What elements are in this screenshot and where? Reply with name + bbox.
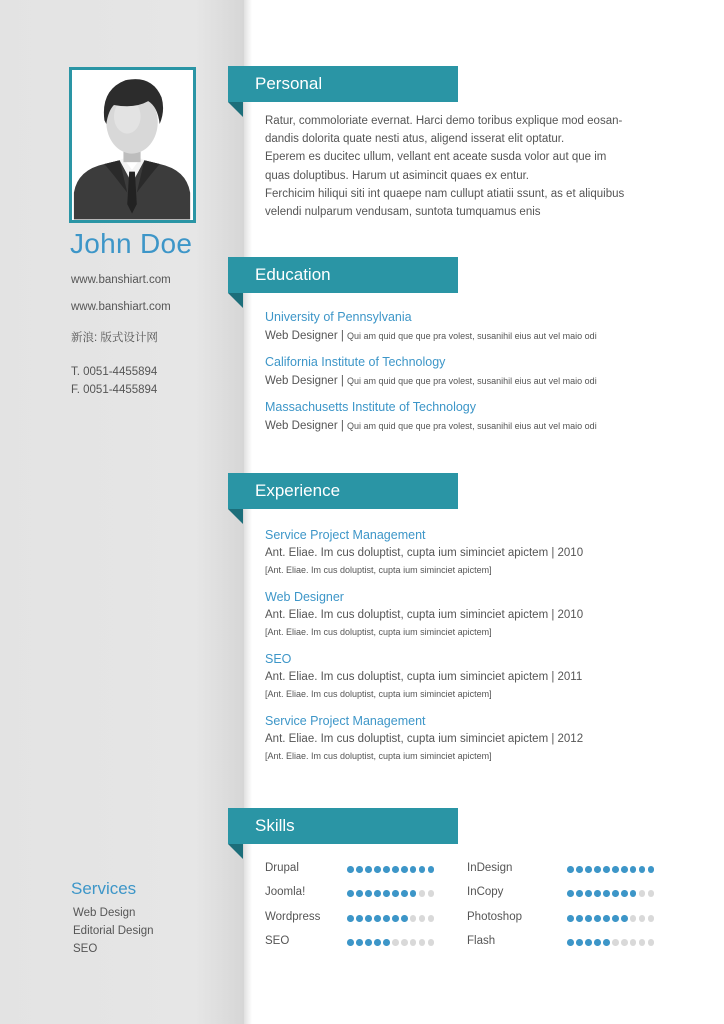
rating-dot-filled <box>648 866 655 873</box>
education-section-header: Education <box>228 257 458 293</box>
personal-summary <box>265 112 635 221</box>
rating-dot-filled <box>567 890 574 897</box>
rating-dot-filled <box>365 915 372 922</box>
skill-name: Photoshop <box>467 911 522 923</box>
rating-dot-filled <box>603 866 610 873</box>
service-item: Web Design <box>73 907 136 919</box>
phone-number: T. 0051-4455894 <box>71 366 158 378</box>
rating-dot-filled <box>585 890 592 897</box>
skill-name: Flash <box>467 935 496 947</box>
summary-line: Eperem es ducitec ullum, vellant ent aceate susda volor aut que im <box>265 151 607 164</box>
rating-dot-empty <box>419 939 426 946</box>
experience-line: Ant. Eliae. Im cus doluptist, cupta ium siminciet apictem | 2012 <box>265 733 584 745</box>
rating-dot-filled <box>612 915 619 922</box>
rating-dot-filled <box>374 915 381 922</box>
rating-dot-filled <box>576 915 583 922</box>
rating-dot-filled <box>374 890 381 897</box>
skill-rating <box>347 939 434 946</box>
skill-rating <box>567 915 654 922</box>
education-school: University of Pennsylvania <box>265 310 412 324</box>
experience-note: [Ant. Eliae. Im cus doluptist, cupta ium siminciet apictem] <box>265 627 492 637</box>
profile-name: John Doe <box>70 228 193 259</box>
rating-dot-filled <box>383 890 390 897</box>
summary-line: Ratur, commoloriate evernat. Harci demo toribus explique mod eosan- <box>265 115 623 127</box>
rating-dot-filled <box>401 890 408 897</box>
experience-title: Service Project Management <box>265 714 426 728</box>
rating-dot-filled <box>356 915 363 922</box>
rating-dot-filled <box>603 939 610 946</box>
rating-dot-empty <box>648 890 655 897</box>
experience-line: Ant. Eliae. Im cus doluptist, cupta ium siminciet apictem | 2011 <box>265 671 583 683</box>
rating-dot-empty <box>392 939 399 946</box>
rating-dot-filled <box>410 890 417 897</box>
experience-title: Web Designer <box>265 590 344 604</box>
experience-line: Ant. Eliae. Im cus doluptist, cupta ium siminciet apictem | 2010 <box>265 547 584 559</box>
rating-dot-filled <box>347 866 354 873</box>
rating-dot-filled <box>392 866 399 873</box>
education-detail: Web Designer | Qui am quid que que pra volest, susanihil eius aut vel maio odi <box>265 375 597 387</box>
summary-line: Ferchicim hiliqui siti int quaepe nam cullupt atiatii ssunt, as et aliquibus <box>265 187 625 200</box>
rating-dot-empty <box>639 915 646 922</box>
rating-dot-filled <box>585 939 592 946</box>
rating-dot-filled <box>603 915 610 922</box>
profile-photo <box>69 67 196 223</box>
skills-section-header: Skills <box>228 808 458 844</box>
rating-dot-filled <box>347 915 354 922</box>
rating-dot-empty <box>648 939 655 946</box>
summary-line: velendi nulparum vendusam, suntota tumquamus enis <box>265 206 541 219</box>
education-school: Massachusetts Institute of Technology <box>265 400 476 414</box>
rating-dot-filled <box>621 915 628 922</box>
experience-section-header: Experience <box>228 473 458 509</box>
rating-dot-filled <box>576 866 583 873</box>
skill-name: Joomla! <box>265 886 306 898</box>
fax-number: F. 0051-4455894 <box>71 384 158 396</box>
website-link[interactable]: www.banshiart.com <box>71 274 171 286</box>
rating-dot-filled <box>612 866 619 873</box>
summary-line: dandis dolorita quate nesti atus, aligend isserat elit optatur. <box>265 133 565 146</box>
rating-dot-filled <box>401 915 408 922</box>
skill-name: InDesign <box>467 862 513 874</box>
rating-dot-empty <box>419 915 426 922</box>
ribbon-fold <box>228 509 243 524</box>
experience-title: SEO <box>265 652 292 666</box>
rating-dot-filled <box>347 939 354 946</box>
rating-dot-filled <box>594 866 601 873</box>
rating-dot-empty <box>428 915 435 922</box>
ribbon-fold <box>228 102 243 117</box>
skill-rating <box>567 866 654 873</box>
services-heading: Services <box>71 879 137 898</box>
rating-dot-filled <box>383 939 390 946</box>
summary-line: quas doluptibus. Harum ut asimincit quaes ex entur. <box>265 169 530 182</box>
rating-dot-filled <box>612 890 619 897</box>
skill-name: InCopy <box>467 886 504 898</box>
experience-title: Service Project Management <box>265 528 426 542</box>
rating-dot-filled <box>576 939 583 946</box>
rating-dot-empty <box>639 939 646 946</box>
rating-dot-filled <box>347 890 354 897</box>
rating-dot-filled <box>392 890 399 897</box>
rating-dot-empty <box>428 939 435 946</box>
rating-dot-filled <box>383 866 390 873</box>
rating-dot-filled <box>567 866 574 873</box>
skill-rating <box>347 915 434 922</box>
rating-dot-empty <box>419 890 426 897</box>
rating-dot-filled <box>639 866 646 873</box>
rating-dot-filled <box>392 915 399 922</box>
rating-dot-empty <box>630 939 637 946</box>
experience-line: Ant. Eliae. Im cus doluptist, cupta ium siminciet apictem | 2010 <box>265 609 584 621</box>
rating-dot-empty <box>648 915 655 922</box>
rating-dot-empty <box>410 915 417 922</box>
rating-dot-filled <box>567 939 574 946</box>
rating-dot-filled <box>356 939 363 946</box>
rating-dot-filled <box>621 866 628 873</box>
rating-dot-filled <box>630 890 637 897</box>
service-item: SEO <box>73 943 98 955</box>
service-item: Editorial Design <box>73 925 154 937</box>
education-school: California Institute of Technology <box>265 355 446 369</box>
rating-dot-filled <box>585 866 592 873</box>
rating-dot-empty <box>639 890 646 897</box>
skill-rating <box>567 890 654 897</box>
education-detail: Web Designer | Qui am quid que que pra volest, susanihil eius aut vel maio odi <box>265 420 597 432</box>
skill-rating <box>347 890 434 897</box>
ribbon-fold <box>228 844 243 859</box>
rating-dot-filled <box>576 890 583 897</box>
rating-dot-filled <box>419 866 426 873</box>
rating-dot-filled <box>630 866 637 873</box>
experience-note: [Ant. Eliae. Im cus doluptist, cupta ium siminciet apictem] <box>265 689 492 699</box>
rating-dot-filled <box>621 890 628 897</box>
rating-dot-filled <box>594 890 601 897</box>
rating-dot-filled <box>594 915 601 922</box>
rating-dot-filled <box>365 890 372 897</box>
rating-dot-empty <box>630 915 637 922</box>
rating-dot-empty <box>428 890 435 897</box>
rating-dot-filled <box>383 915 390 922</box>
rating-dot-filled <box>365 939 372 946</box>
experience-note: [Ant. Eliae. Im cus doluptist, cupta ium siminciet apictem] <box>265 565 492 575</box>
rating-dot-filled <box>356 866 363 873</box>
rating-dot-filled <box>585 915 592 922</box>
rating-dot-filled <box>428 866 435 873</box>
rating-dot-filled <box>365 866 372 873</box>
businessman-avatar-icon <box>72 70 193 220</box>
website-link[interactable]: www.banshiart.com <box>71 301 171 313</box>
rating-dot-empty <box>621 939 628 946</box>
ribbon-fold <box>228 293 243 308</box>
weibo-handle: 新浪: 版式设计网 <box>71 332 158 344</box>
rating-dot-filled <box>603 890 610 897</box>
rating-dot-filled <box>356 890 363 897</box>
experience-note: [Ant. Eliae. Im cus doluptist, cupta ium siminciet apictem] <box>265 751 492 761</box>
skill-name: SEO <box>265 935 290 947</box>
rating-dot-filled <box>594 939 601 946</box>
skill-name: Drupal <box>265 862 299 874</box>
skill-rating <box>567 939 654 946</box>
rating-dot-filled <box>374 866 381 873</box>
rating-dot-empty <box>401 939 408 946</box>
skill-name: Wordpress <box>265 911 321 923</box>
rating-dot-filled <box>401 866 408 873</box>
skill-rating <box>347 866 434 873</box>
rating-dot-filled <box>374 939 381 946</box>
rating-dot-filled <box>410 866 417 873</box>
personal-section-header: Personal <box>228 66 458 102</box>
rating-dot-filled <box>567 915 574 922</box>
education-detail: Web Designer | Qui am quid que que pra volest, susanihil eius aut vel maio odi <box>265 330 597 342</box>
rating-dot-empty <box>410 939 417 946</box>
rating-dot-empty <box>612 939 619 946</box>
